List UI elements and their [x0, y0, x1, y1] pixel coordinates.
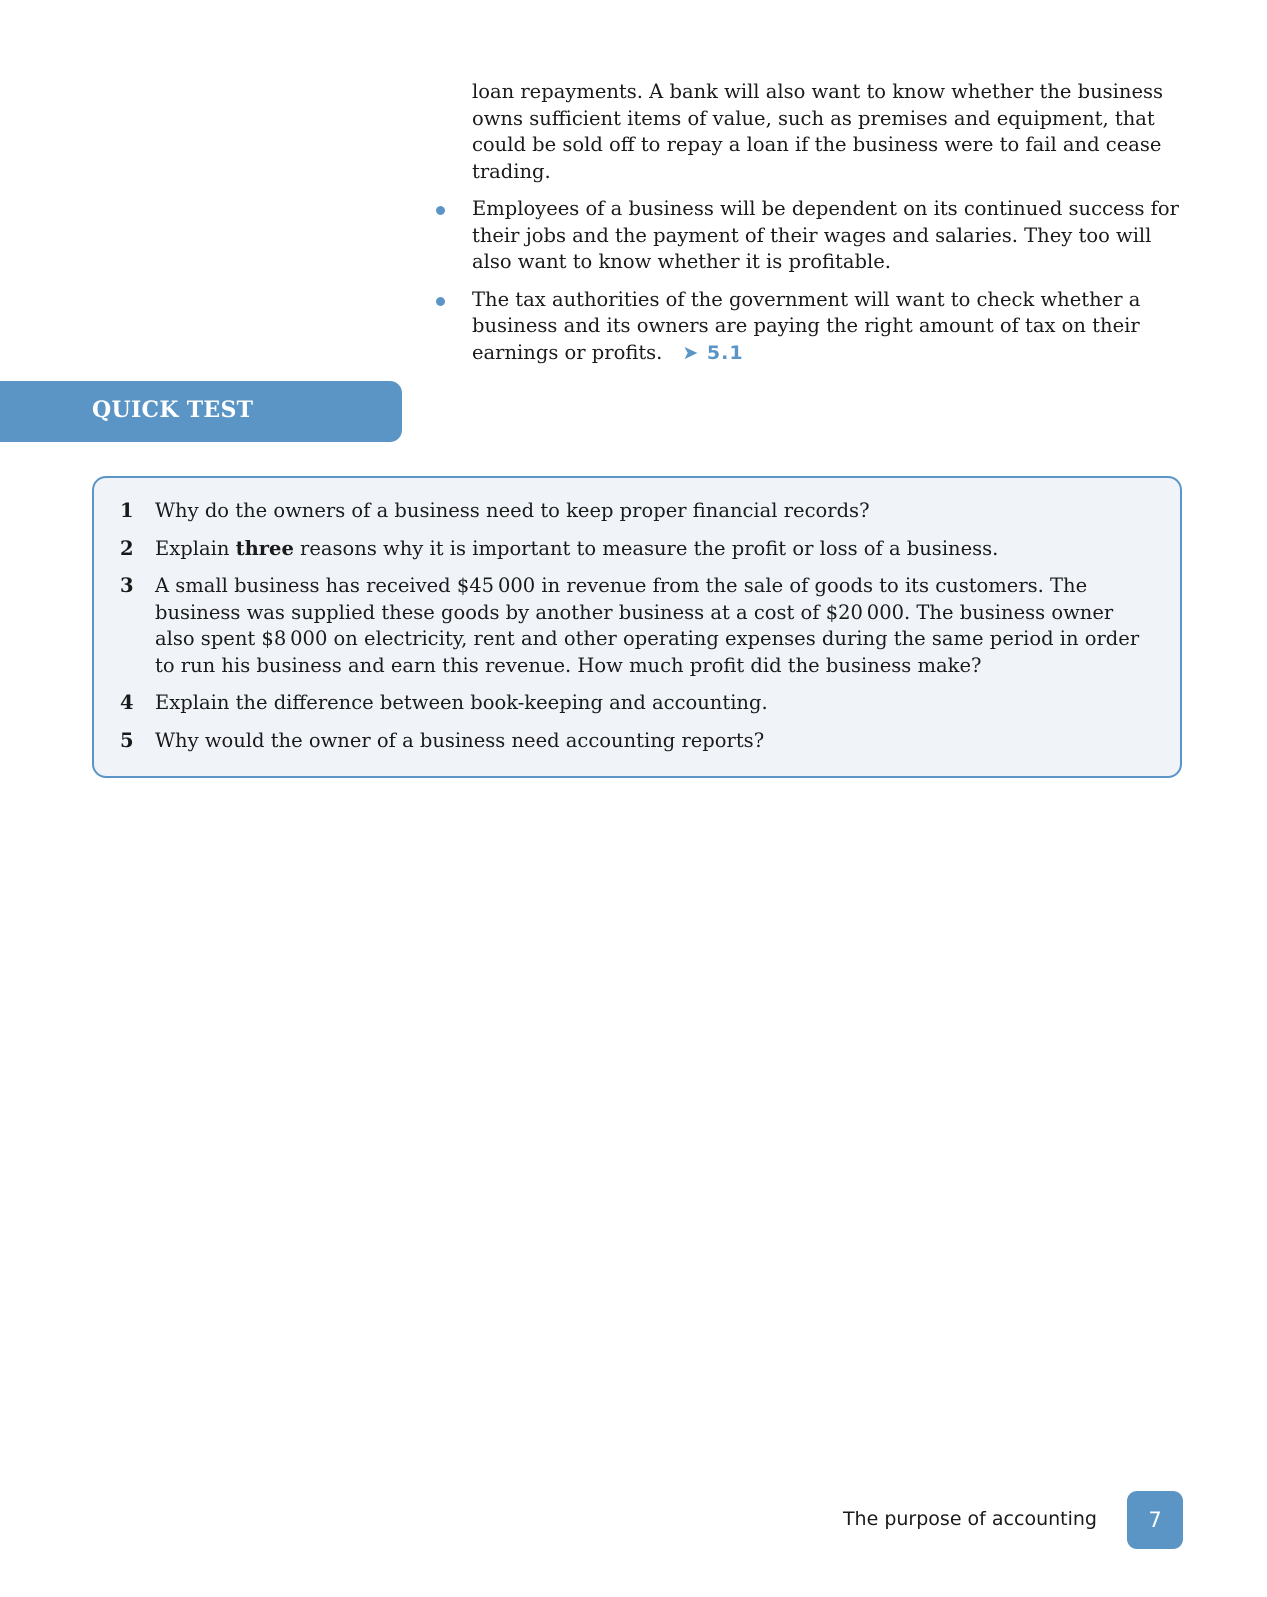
quick-test-box: [92, 476, 1182, 778]
question-item: [120, 690, 1150, 717]
question-number: 2: [120, 536, 134, 560]
question-number: 4: [120, 691, 134, 714]
question-item: [120, 573, 1150, 679]
paragraph-continuation: loan repayments. A bank will also want to know whether the business owns sufficient items of value, such as premises and equipment, that could be sold off to repay a loan if the business were to fail and cease trading.: [472, 80, 1164, 183]
bullet-item-employees: [472, 196, 1192, 276]
body-text: [472, 79, 1192, 377]
question-number: 5: [120, 728, 134, 752]
question-text: [155, 536, 1150, 563]
bullet-text: The tax authorities of the government will want to check whether a business and its owners are paying the right amount of tax on their earnings or profits.: [472, 287, 1141, 364]
question-text-emphasis: three: [235, 536, 294, 560]
question-text: Explain the difference between book-keeping and accounting.: [155, 691, 768, 714]
bullet-text: Employees of a business will be dependent on its continued success for their jobs and the payment of their wages and salaries. They too will also want to know whether it is profitable.: [472, 197, 1179, 273]
question-text: Why would the owner of a business need accounting reports?: [155, 728, 765, 752]
cross-reference-link[interactable]: ➤ 5.1: [682, 341, 744, 364]
bullet-item-tax-authorities: [472, 287, 1192, 367]
bullet-dot-icon: [436, 297, 445, 306]
bullet-dot-icon: [436, 206, 445, 215]
page-number-badge: 7: [1127, 1491, 1183, 1549]
question-number: 3: [120, 574, 134, 597]
question-text-end: reasons why it is important to measure the profit or loss of a business.: [293, 536, 999, 560]
question-text-start: Explain: [155, 536, 236, 560]
footer-chapter-title: The purpose of accounting: [842, 1508, 1097, 1530]
question-text: A small business has received $45 000 in revenue from the sale of goods to its customers. The business was supplied these goods by another business at a cost of $20 000. The business owner also spent $8 000 on electricity, rent and other operating expenses during the same period in order to run his business and earn this revenue. How much profit did the business make?: [155, 574, 1140, 677]
quick-test-heading-tab: [0, 381, 402, 442]
question-text: Why do the owners of a business need to keep proper financial records?: [155, 499, 870, 522]
question-item: [120, 728, 1150, 755]
quick-test-title: QUICK TEST: [92, 397, 254, 423]
question-item: [120, 498, 1150, 525]
question-item: [120, 536, 1150, 563]
question-number: 1: [120, 499, 134, 522]
